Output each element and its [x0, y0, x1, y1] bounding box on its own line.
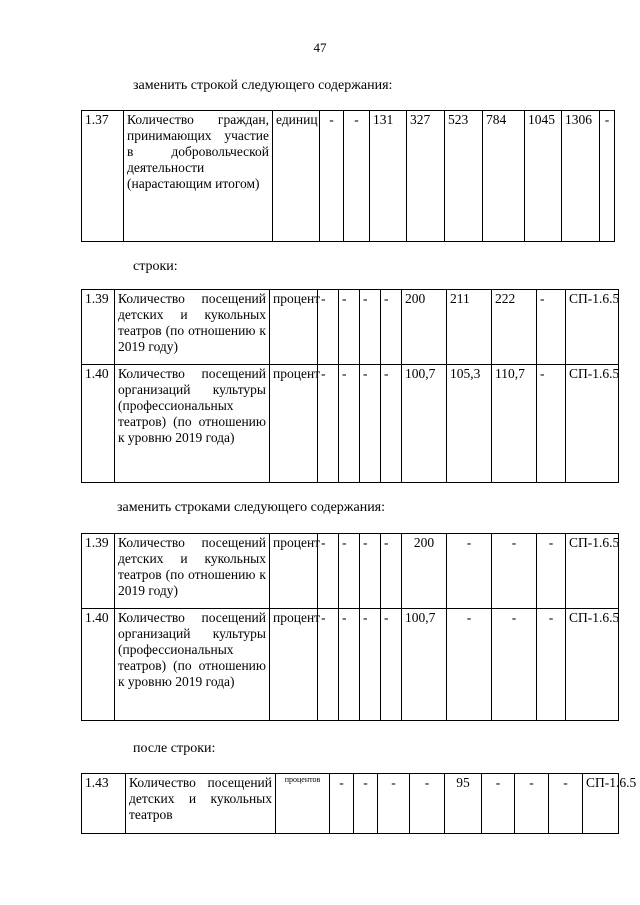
intro-replace-rows: заменить строками следующего содержания:	[117, 500, 386, 515]
row-number: 1.39	[82, 290, 115, 365]
value-cell: -	[339, 609, 360, 721]
source-code: СП-1.6.5	[566, 609, 619, 721]
row-number: 1.43	[82, 774, 126, 834]
value-cell: -	[381, 534, 402, 609]
row-number: 1.37	[82, 111, 124, 242]
table-row	[82, 111, 615, 242]
unit: процент	[270, 365, 318, 483]
value-cell: 327	[407, 111, 445, 242]
table-row	[82, 365, 619, 483]
value-cell: -	[537, 534, 566, 609]
value-cell: -	[515, 774, 549, 834]
intro-replace-row: заменить строкой следующего содержания:	[133, 78, 393, 93]
value-cell: -	[537, 290, 566, 365]
value-cell: -	[482, 774, 515, 834]
value-cell: -	[447, 609, 492, 721]
indicator-name: Количество посещений организаций культуры (профессиональных театров) (по отношению к уровню 2019 года)	[115, 365, 270, 483]
unit: процент	[270, 534, 318, 609]
value-cell: -	[492, 534, 537, 609]
value-cell: -	[318, 365, 339, 483]
value-cell: -	[410, 774, 445, 834]
value-cell: -	[360, 534, 381, 609]
indicator-name: Количество посещений детских и кукольных театров (по отношению к 2019 году)	[115, 534, 270, 609]
source-code: СП-1.6.5	[583, 774, 619, 834]
row-number: 1.40	[82, 609, 115, 721]
source-code: СП-1.6.5	[566, 365, 619, 483]
value-cell: 1306	[562, 111, 600, 242]
value-cell: 200	[402, 290, 447, 365]
value-cell: 200	[402, 534, 447, 609]
table-row	[82, 774, 619, 834]
table-row	[82, 609, 619, 721]
value-cell: -	[339, 290, 360, 365]
value-cell: -	[381, 290, 402, 365]
value-cell: -	[330, 774, 354, 834]
source-code: СП-1.6.5	[566, 290, 619, 365]
value-cell: -	[537, 609, 566, 721]
value-cell: -	[318, 534, 339, 609]
value-cell: 784	[483, 111, 525, 242]
source-code: СП-1.6.5	[566, 534, 619, 609]
intro-after-row: после строки:	[133, 741, 216, 756]
value-cell: 131	[370, 111, 407, 242]
last-cell: -	[600, 111, 615, 242]
table-rows-new	[81, 533, 619, 721]
value-cell: -	[378, 774, 410, 834]
intro-rows: строки:	[133, 259, 178, 274]
value-cell: -	[360, 609, 381, 721]
value-cell: -	[492, 609, 537, 721]
value-cell: -	[360, 290, 381, 365]
table-row-1-37	[81, 110, 615, 242]
indicator-name: Количество посещений организаций культуры (профессиональных театров) (по отношению к уровню 2019 года)	[115, 609, 270, 721]
row-number: 1.39	[82, 534, 115, 609]
value-cell: -	[381, 609, 402, 721]
value-cell: -	[318, 609, 339, 721]
value-cell: 105,3	[447, 365, 492, 483]
value-cell: -	[360, 365, 381, 483]
row-number: 1.40	[82, 365, 115, 483]
value-cell: -	[339, 365, 360, 483]
value-cell: 222	[492, 290, 537, 365]
unit: единиц	[273, 111, 320, 242]
table-row	[82, 534, 619, 609]
value-cell: 1045	[525, 111, 562, 242]
value-cell: -	[339, 534, 360, 609]
indicator-name: Количество граждан, принимающих участие в добровольческой деятельности (нарастающим итогом)	[124, 111, 273, 242]
unit: процентов	[276, 774, 330, 834]
value-cell: 95	[445, 774, 482, 834]
table-row-1-43	[81, 773, 637, 834]
value-cell: -	[320, 111, 344, 242]
value-cell: -	[318, 290, 339, 365]
value-cell: 100,7	[402, 365, 447, 483]
value-cell: 110,7	[492, 365, 537, 483]
unit: процент	[270, 290, 318, 365]
value-cell: 100,7	[402, 609, 447, 721]
table-row	[82, 290, 619, 365]
value-cell: 211	[447, 290, 492, 365]
value-cell: -	[549, 774, 583, 834]
value-cell: -	[354, 774, 378, 834]
value-cell: -	[381, 365, 402, 483]
page-number: 47	[313, 40, 327, 55]
value-cell: 523	[445, 111, 483, 242]
unit: процент	[270, 609, 318, 721]
table-rows-old	[81, 289, 619, 483]
value-cell: -	[344, 111, 370, 242]
value-cell: -	[447, 534, 492, 609]
indicator-name: Количество посещений детских и кукольных театров	[126, 774, 276, 834]
indicator-name: Количество посещений детских и кукольных театров (по отношению к 2019 году)	[115, 290, 270, 365]
value-cell: -	[537, 365, 566, 483]
